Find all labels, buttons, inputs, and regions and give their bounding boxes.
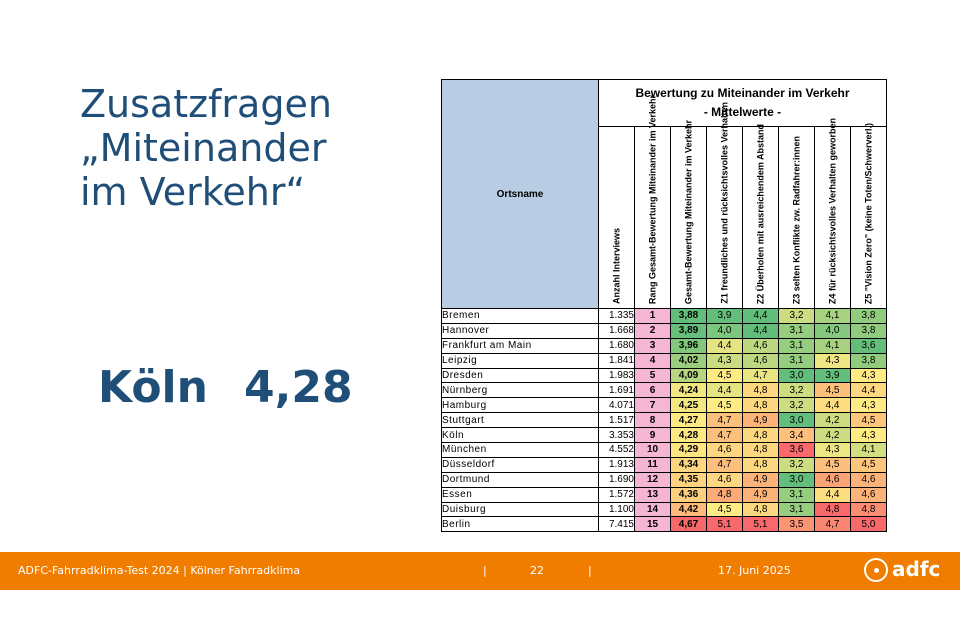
interviews-cell: 1.841 (599, 353, 635, 368)
footer-bar (0, 552, 960, 590)
interviews-cell: 1.668 (599, 323, 635, 338)
table-row (442, 472, 887, 487)
highlight-city: Köln (98, 362, 208, 413)
total-score-cell: 4,29 (671, 443, 707, 458)
interviews-cell: 1.100 (599, 502, 635, 517)
total-score-cell: 4,67 (671, 517, 707, 532)
footer-separator-2: | (588, 564, 592, 577)
z5-score-cell: 3,8 (851, 309, 887, 324)
total-score-cell: 4,24 (671, 383, 707, 398)
column-header-label: Gesamt-Bewertung Miteinander im Verkehr (683, 119, 693, 304)
table-title (599, 80, 887, 127)
z4-score-cell: 4,7 (815, 517, 851, 532)
table-row (442, 443, 887, 458)
z3-score-cell: 3,1 (779, 353, 815, 368)
z3-score-cell: 3,4 (779, 428, 815, 443)
z4-score-cell: 4,5 (815, 457, 851, 472)
footer-separator-1: | (483, 564, 487, 577)
z3-score-cell: 3,2 (779, 383, 815, 398)
z5-score-cell: 3,8 (851, 353, 887, 368)
z5-score-cell: 4,6 (851, 472, 887, 487)
rank-cell: 6 (635, 383, 671, 398)
city-name-cell: Düsseldorf (442, 457, 599, 472)
rank-cell: 11 (635, 457, 671, 472)
z4-score-cell: 4,0 (815, 323, 851, 338)
footer-page-number: 22 (530, 564, 544, 577)
rank-cell: 8 (635, 413, 671, 428)
z1-score-cell: 5,1 (707, 517, 743, 532)
column-header-label: Z3 selten Konflikte zw. Radfahrer:innen (791, 135, 801, 304)
interviews-cell: 1.572 (599, 487, 635, 502)
table-row (442, 413, 887, 428)
rank-cell: 7 (635, 398, 671, 413)
table-row (442, 398, 887, 413)
z5-score-cell: 4,6 (851, 487, 887, 502)
z3-score-cell: 3,2 (779, 457, 815, 472)
z4-score-cell: 4,4 (815, 487, 851, 502)
city-name-cell: Hamburg (442, 398, 599, 413)
city-name-cell: Hannover (442, 323, 599, 338)
table-row (442, 517, 887, 532)
city-name-cell: Köln (442, 428, 599, 443)
total-score-cell: 3,88 (671, 309, 707, 324)
column-header-label: Z2 Überholen mit ausreichendem Abstand (755, 123, 765, 304)
z2-score-cell: 5,1 (743, 517, 779, 532)
table-row (442, 383, 887, 398)
rank-cell: 5 (635, 368, 671, 383)
interviews-cell: 1.680 (599, 338, 635, 353)
rank-cell: 1 (635, 309, 671, 324)
z4-score-cell: 4,5 (815, 383, 851, 398)
column-header (815, 117, 851, 309)
z3-score-cell: 3,2 (779, 398, 815, 413)
total-score-cell: 4,25 (671, 398, 707, 413)
rank-cell: 9 (635, 428, 671, 443)
z1-score-cell: 3,9 (707, 309, 743, 324)
table-row (442, 502, 887, 517)
z2-score-cell: 4,9 (743, 487, 779, 502)
interviews-cell: 1.983 (599, 368, 635, 383)
z5-score-cell: 4,3 (851, 368, 887, 383)
rank-cell: 14 (635, 502, 671, 517)
table-row (442, 323, 887, 338)
z2-score-cell: 4,8 (743, 428, 779, 443)
z2-score-cell: 4,6 (743, 353, 779, 368)
city-name-cell: Nürnberg (442, 383, 599, 398)
highlight-score: 4,28 (244, 362, 353, 413)
column-header (671, 119, 707, 309)
z5-score-cell: 4,4 (851, 383, 887, 398)
city-name-cell: Frankfurt am Main (442, 338, 599, 353)
z1-score-cell: 4,6 (707, 443, 743, 458)
table-title-line-2: - Mittelwerte - (703, 105, 782, 119)
z4-score-cell: 4,3 (815, 443, 851, 458)
footer-date: 17. Juni 2025 (718, 564, 791, 577)
adfc-logo-icon (864, 558, 888, 582)
slide-title-line-1: Zusatzfragen (80, 82, 332, 126)
z5-score-cell: 5,0 (851, 517, 887, 532)
z3-score-cell: 3,1 (779, 502, 815, 517)
interviews-cell: 4.071 (599, 398, 635, 413)
z1-score-cell: 4,5 (707, 502, 743, 517)
interviews-cell: 1.690 (599, 472, 635, 487)
table-row (442, 368, 887, 383)
z5-score-cell: 3,8 (851, 323, 887, 338)
slide-title (80, 82, 332, 214)
rank-cell: 2 (635, 323, 671, 338)
interviews-cell: 1.913 (599, 457, 635, 472)
city-name-cell: Duisburg (442, 502, 599, 517)
city-name-cell: Dortmund (442, 472, 599, 487)
z2-score-cell: 4,8 (743, 383, 779, 398)
rank-cell: 4 (635, 353, 671, 368)
interviews-cell: 1.517 (599, 413, 635, 428)
rank-cell: 12 (635, 472, 671, 487)
total-score-cell: 4,35 (671, 472, 707, 487)
column-header (707, 102, 743, 309)
z1-score-cell: 4,5 (707, 368, 743, 383)
z2-score-cell: 4,4 (743, 323, 779, 338)
column-header (743, 123, 779, 309)
z1-score-cell: 4,7 (707, 428, 743, 443)
interviews-cell: 1.691 (599, 383, 635, 398)
z3-score-cell: 3,0 (779, 413, 815, 428)
rank-cell: 3 (635, 338, 671, 353)
z3-score-cell: 3,1 (779, 338, 815, 353)
table-row (442, 338, 887, 353)
z1-score-cell: 4,5 (707, 398, 743, 413)
total-score-cell: 4,28 (671, 428, 707, 443)
total-score-cell: 4,36 (671, 487, 707, 502)
interviews-cell: 7.415 (599, 517, 635, 532)
table-row (442, 309, 887, 324)
z3-score-cell: 3,1 (779, 323, 815, 338)
z4-score-cell: 4,2 (815, 428, 851, 443)
rank-cell: 15 (635, 517, 671, 532)
slide-title-line-3: im Verkehr“ (80, 170, 306, 214)
slide-title-line-2: „Miteinander (80, 126, 327, 170)
rank-cell: 13 (635, 487, 671, 502)
z3-score-cell: 3,5 (779, 517, 815, 532)
adfc-logo-text: adfc (892, 557, 941, 581)
z2-score-cell: 4,8 (743, 398, 779, 413)
table-row (442, 457, 887, 472)
interviews-cell: 1.335 (599, 309, 635, 324)
z3-score-cell: 3,6 (779, 443, 815, 458)
z1-score-cell: 4,0 (707, 323, 743, 338)
column-header-label: Z4 für rücksichtsvolles Verhalten geworben (827, 117, 837, 304)
z5-score-cell: 4,5 (851, 413, 887, 428)
z1-score-cell: 4,4 (707, 338, 743, 353)
z3-score-cell: 3,2 (779, 309, 815, 324)
z4-score-cell: 4,4 (815, 398, 851, 413)
column-header (635, 94, 671, 309)
total-score-cell: 3,89 (671, 323, 707, 338)
city-name-cell: München (442, 443, 599, 458)
table-title-line-1: Bewertung zu Miteinander im Verkehr (635, 86, 850, 100)
z5-score-cell: 4,3 (851, 428, 887, 443)
total-score-cell: 3,96 (671, 338, 707, 353)
z4-score-cell: 4,6 (815, 472, 851, 487)
city-name-cell: Dresden (442, 368, 599, 383)
z5-score-cell: 4,1 (851, 443, 887, 458)
z4-score-cell: 4,1 (815, 309, 851, 324)
total-score-cell: 4,42 (671, 502, 707, 517)
footer-title: ADFC-Fahrradklima-Test 2024 | Kölner Fahrradklima (18, 564, 301, 577)
z2-score-cell: 4,8 (743, 443, 779, 458)
column-header (779, 127, 815, 309)
z2-score-cell: 4,9 (743, 472, 779, 487)
z3-score-cell: 3,1 (779, 487, 815, 502)
z1-score-cell: 4,8 (707, 487, 743, 502)
z4-score-cell: 4,8 (815, 502, 851, 517)
total-score-cell: 4,02 (671, 353, 707, 368)
z5-score-cell: 3,6 (851, 338, 887, 353)
z5-score-cell: 4,8 (851, 502, 887, 517)
z1-score-cell: 4,4 (707, 383, 743, 398)
z3-score-cell: 3,0 (779, 368, 815, 383)
rank-cell: 10 (635, 443, 671, 458)
column-header-label: Anzahl Interviews (611, 227, 621, 304)
total-score-cell: 4,09 (671, 368, 707, 383)
column-header-label: Rang Gesamt-Bewertung Miteinander im Verkehr (647, 94, 657, 304)
column-header-label: Z5 "Vision Zero" (keine Toten/Schwerverl.) (863, 122, 873, 304)
z1-score-cell: 4,7 (707, 457, 743, 472)
z2-score-cell: 4,9 (743, 413, 779, 428)
header-ortsname: Ortsname (442, 80, 599, 309)
z3-score-cell: 3,0 (779, 472, 815, 487)
z2-score-cell: 4,8 (743, 502, 779, 517)
z2-score-cell: 4,4 (743, 309, 779, 324)
table-row (442, 487, 887, 502)
z4-score-cell: 4,3 (815, 353, 851, 368)
results-table (441, 79, 887, 532)
z2-score-cell: 4,8 (743, 457, 779, 472)
column-header (851, 122, 887, 309)
interviews-cell: 3.353 (599, 428, 635, 443)
z1-score-cell: 4,3 (707, 353, 743, 368)
z4-score-cell: 3,9 (815, 368, 851, 383)
z5-score-cell: 4,5 (851, 457, 887, 472)
city-name-cell: Bremen (442, 309, 599, 324)
city-name-cell: Essen (442, 487, 599, 502)
column-header-label: Z1 freundliches und rücksichtsvolles Verhalten (719, 102, 729, 304)
z4-score-cell: 4,1 (815, 338, 851, 353)
total-score-cell: 4,27 (671, 413, 707, 428)
interviews-cell: 4.552 (599, 443, 635, 458)
city-name-cell: Berlin (442, 517, 599, 532)
z1-score-cell: 4,7 (707, 413, 743, 428)
city-name-cell: Leipzig (442, 353, 599, 368)
total-score-cell: 4,34 (671, 457, 707, 472)
z4-score-cell: 4,2 (815, 413, 851, 428)
z5-score-cell: 4,3 (851, 398, 887, 413)
table-row (442, 353, 887, 368)
z1-score-cell: 4,6 (707, 472, 743, 487)
z2-score-cell: 4,7 (743, 368, 779, 383)
city-name-cell: Stuttgart (442, 413, 599, 428)
z2-score-cell: 4,6 (743, 338, 779, 353)
table-row (442, 428, 887, 443)
column-header (599, 127, 635, 309)
